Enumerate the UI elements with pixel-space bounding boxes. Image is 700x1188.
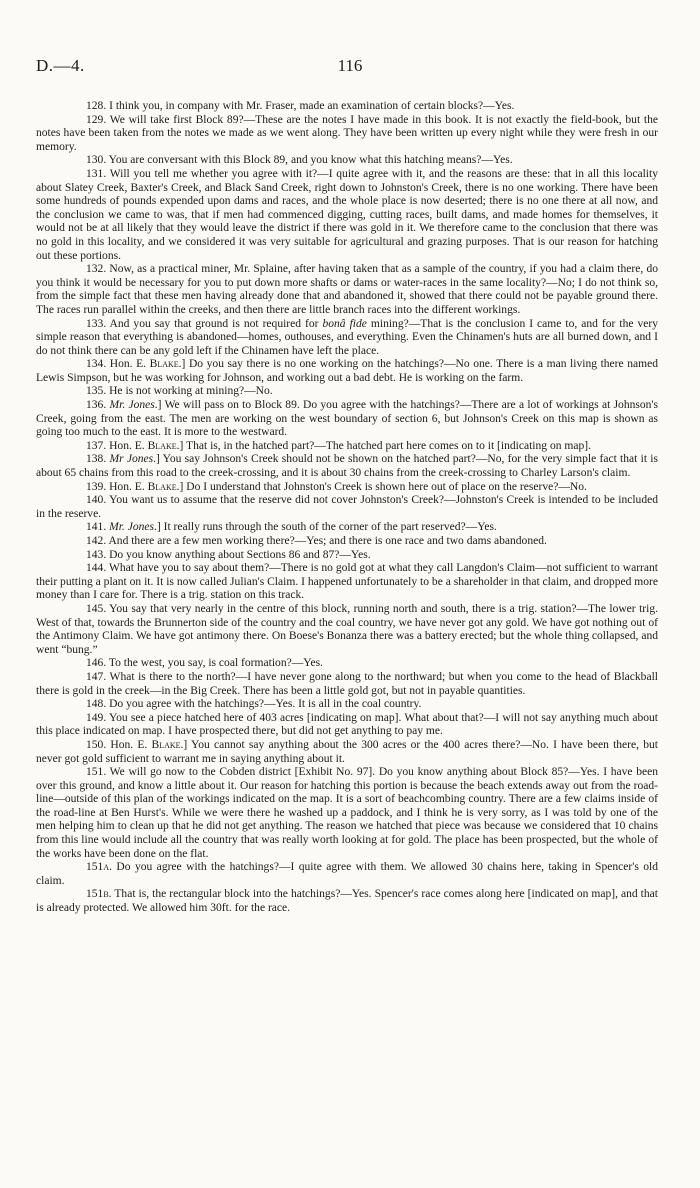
paragraph-i-text: Mr. Jones	[109, 399, 155, 412]
question-paragraph	[36, 739, 658, 766]
paragraph-t-text: 142. And there are a few men working there?—Yes; and there is one race and two dams abandoned.	[86, 535, 547, 547]
paragraph-t-text: 138.	[86, 453, 110, 466]
question-paragraph	[36, 861, 658, 888]
question-paragraph	[36, 535, 658, 549]
question-paragraph	[36, 358, 658, 385]
page-header	[0, 56, 700, 82]
question-paragraph	[36, 671, 658, 698]
question-paragraph	[36, 100, 658, 114]
question-paragraph	[36, 481, 658, 495]
paragraph-t-text: 128. I think you, in company with Mr. Fraser, made an examination of certain blocks?—Yes.	[86, 100, 515, 112]
question-paragraph	[36, 698, 658, 712]
paragraph-r-text: .] We will pass on to Block 89. Do you agree with the hatchings?—There are a lot of workings at Johnson's Creek, going from the east. The men are working on the west boundary of section 6, but Johnson's Creek on this map is shown as going too much to the east. It is more to the westward.	[36, 399, 658, 439]
question-paragraph	[36, 263, 658, 317]
paragraph-t-text: 151	[86, 861, 104, 874]
paragraph-t-text: 135. He is not working at mining?—No.	[86, 385, 273, 398]
question-paragraph	[36, 562, 658, 603]
paragraph-t-text: 140. You want us to assume that the reserve did not cover Johnston's Creek?—Johnston's Creek is intended to be included in the reserve.	[36, 494, 658, 520]
paragraph-i-text: Mr Jones	[109, 453, 154, 466]
paragraph-sc-text: E. Blake	[134, 480, 177, 493]
paragraph-t-text: 146. To the west, you say, is coal formation?—Yes.	[86, 657, 323, 670]
paragraph-r-text: . Do you agree with the hatchings?—I quite agree with them. We allowed 30 chains here, taking in Spencer's old claim.	[36, 861, 658, 887]
paragraph-t-text: 131. Will you tell me whether you agree with it?—I quite agree with it, and the reasons are these: that in all this locality about Slatey Creek, Baxter's Creek, and Black Sand Creek, right down to Johnston's Creek, there is no one working. There have been some hundreds of pounds expended upon dams and races, and the whole place is now deserted; there is no one there at all now, and the conclusion we came to was, that if men had commenced digging, cutting races, built dams, and made homes for themselves, it would not be at all likely that they would leave the district if there was gold in it. We therefore came to the conclusion that there was no gold in this locality, and we considered it was very suitable for agricultural and grazing purposes. That is our reason for hatching out these portions.	[36, 167, 658, 262]
paragraph-i-text: Mr. Jones	[109, 521, 154, 534]
paragraph-t-text: 149. You see a piece hatched here of 403 acres [indicating on map]. What about that?—I will not say anything much about this place indicated on map. I have prospected there, but did not get anything to pay me.	[36, 711, 658, 738]
paragraph-t-text: 137. Hon.	[86, 439, 135, 452]
evidence-text	[36, 100, 658, 916]
paragraph-r-text: .] You say Johnson's Creek should not be shown on the hatched part?—No, for the very simple fact that it is about 65 chains from this road to the creek-crossing, and it is about 30 chains from the creek-crossing to Charley Larson's claim.	[36, 453, 658, 480]
question-paragraph	[36, 494, 658, 521]
paragraph-sc-text: a	[103, 861, 110, 874]
paragraph-t-text: 141.	[86, 521, 110, 534]
paragraph-t-text: 148. Do you agree with the hatchings?—Yes. It is all in the coal country.	[86, 698, 422, 711]
paragraph-t-text: 136.	[86, 399, 110, 412]
paragraph-t-text: 151. We will go now to the Cobden district [Exhibit No. 97]. Do you know anything about Block 85?—Yes. I have been over this ground, and know a little about it. Our reason for hatching this portion is because the beach extends away out from the road-line—outside of this plan of the workings indicated on the map. It is a sort of beachcombing country. There are a few claims inside of the road-line at Ben Hurst's. While we were there he washed up a paddock, and I think he is very sorry, as I was told by one of the men helping him to clean up that he did not get anything. The reason we hatched that piece was because we considered that 10 chains from this line would include all the country that was really worth looking at for gold. The place has been prospected, but the whole of the works have been done on the flat.	[36, 766, 658, 860]
question-paragraph	[36, 440, 658, 454]
paragraph-t-text: 134. Hon.	[86, 358, 137, 371]
paragraph-t-text: 139. Hon.	[86, 480, 135, 493]
question-paragraph	[36, 168, 658, 263]
question-paragraph	[36, 603, 658, 657]
question-paragraph	[36, 712, 658, 739]
document-reference: D.—4.	[36, 56, 85, 75]
paragraph-t-text: 129. We will take first Block 89?—These are the notes I have made in this book. It is not exactly the field-book, but the notes have been taken from the notes we made as we went along. They have been written up every night while they were fresh in our memory.	[36, 113, 658, 153]
paragraph-t-text: 150. Hon.	[86, 738, 138, 751]
paragraph-t-text: 144. What have you to say about them?—There is no gold got at what they call Langdon's Claim—not sufficient to warrant their putting a plant on it. It is now called Julian's Claim. I happened unfortunately to be a shareholder in that claim, and dropped more money than I care for. There is a trig. station on this track.	[36, 562, 658, 602]
paragraph-t-text: 147. What is there to the north?—I have never gone along to the northward; but when you come to the head of Blackball there is gold in the creek—in the Big Creek. There has been a little gold got, but not in payable quantities.	[36, 670, 658, 697]
page-number: 116	[337, 56, 363, 75]
question-paragraph	[36, 888, 658, 915]
question-paragraph	[36, 154, 658, 168]
question-paragraph	[36, 521, 658, 535]
paragraph-r-text: .] It really runs through the south of the corner of the part reserved?—Yes.	[154, 521, 497, 534]
paragraph-t-text: 145. You say that very nearly in the centre of this block, running north and south, there is a trig. station?—The lower trig. West of that, towards the Brunnerton side of the country and the coal country, we have never got any gold. We have got nothing out of the Antimony Claim. We have got antimony there. On Boese's Bonanza there was a battery erected; but the whole thing collapsed, and went “bung.”	[36, 602, 658, 656]
question-paragraph	[36, 657, 658, 671]
paragraph-t-text: 132. Now, as a practical miner, Mr. Splaine, after having taken that as a sample of the country, if you had a claim there, do you think it would be necessary for you to put down more shafts or dams or water-races in the same locality?—No; I do not think so, from the simple fact that these men having already done that and abandoned it, showed that there could not be payable ground there. The races run parallel within the creeks, and then there are little branch races into the different workings.	[36, 263, 658, 316]
question-paragraph	[36, 114, 658, 155]
paragraph-t-text: 143. Do you know anything about Sections 86 and 87?—Yes.	[86, 548, 371, 561]
question-paragraph	[36, 399, 658, 440]
question-paragraph	[36, 385, 658, 399]
question-paragraph	[36, 766, 658, 861]
question-paragraph	[36, 318, 658, 359]
paragraph-r-text: .] That is, in the hatched part?—The hatched part here comes on to it [indicating on map].	[176, 439, 591, 452]
paragraph-sc-text: E. Blake	[136, 358, 179, 371]
paragraph-sc-text: b	[103, 888, 109, 901]
paragraph-r-text: .] You cannot say anything about the 300 acres or the 400 acres there?—No. I have been there, but never got gold sufficient to warrant me in saying anything about it.	[36, 738, 658, 765]
paragraph-t-text: 151	[86, 888, 104, 901]
paragraph-r-text: .] Do you say there is no one working on the hatchings?—No one. There is a man living there named Lewis Simpson, but he was working for Johnson, and working out a bad debt. He is working on the farm.	[36, 358, 658, 384]
paragraph-sc-text: E. Blake	[134, 439, 177, 452]
paragraph-r-text: .] Do I understand that Johnston's Creek is shown here out of place on the reserve?—No.	[176, 480, 587, 493]
paragraph-r-text: mining?—That is the conclusion I came to, and for the very simple reason that everything is abandoned—homes, outhouses, and everything. Even the Chinamen's huts are all burned down, and I do not think there can be any gold left if the Chinamen have left the place.	[36, 317, 658, 357]
paragraph-t-text: 133. And you say that ground is not required for	[86, 317, 323, 330]
question-paragraph	[36, 453, 658, 480]
paragraph-t-text: 130. You are conversant with this Block 89, and you know what this hatching means?—Yes.	[86, 154, 513, 167]
paragraph-r-text: . That is, the rectangular block into the hatchings?—Yes. Spencer's race comes along here [indicated on map], and that is already protected. We allowed him 30ft. for the race.	[36, 888, 658, 915]
paragraph-sc-text: E. Blake	[137, 738, 181, 751]
paragraph-i-text: bonâ fide	[322, 317, 367, 330]
question-paragraph	[36, 549, 658, 563]
